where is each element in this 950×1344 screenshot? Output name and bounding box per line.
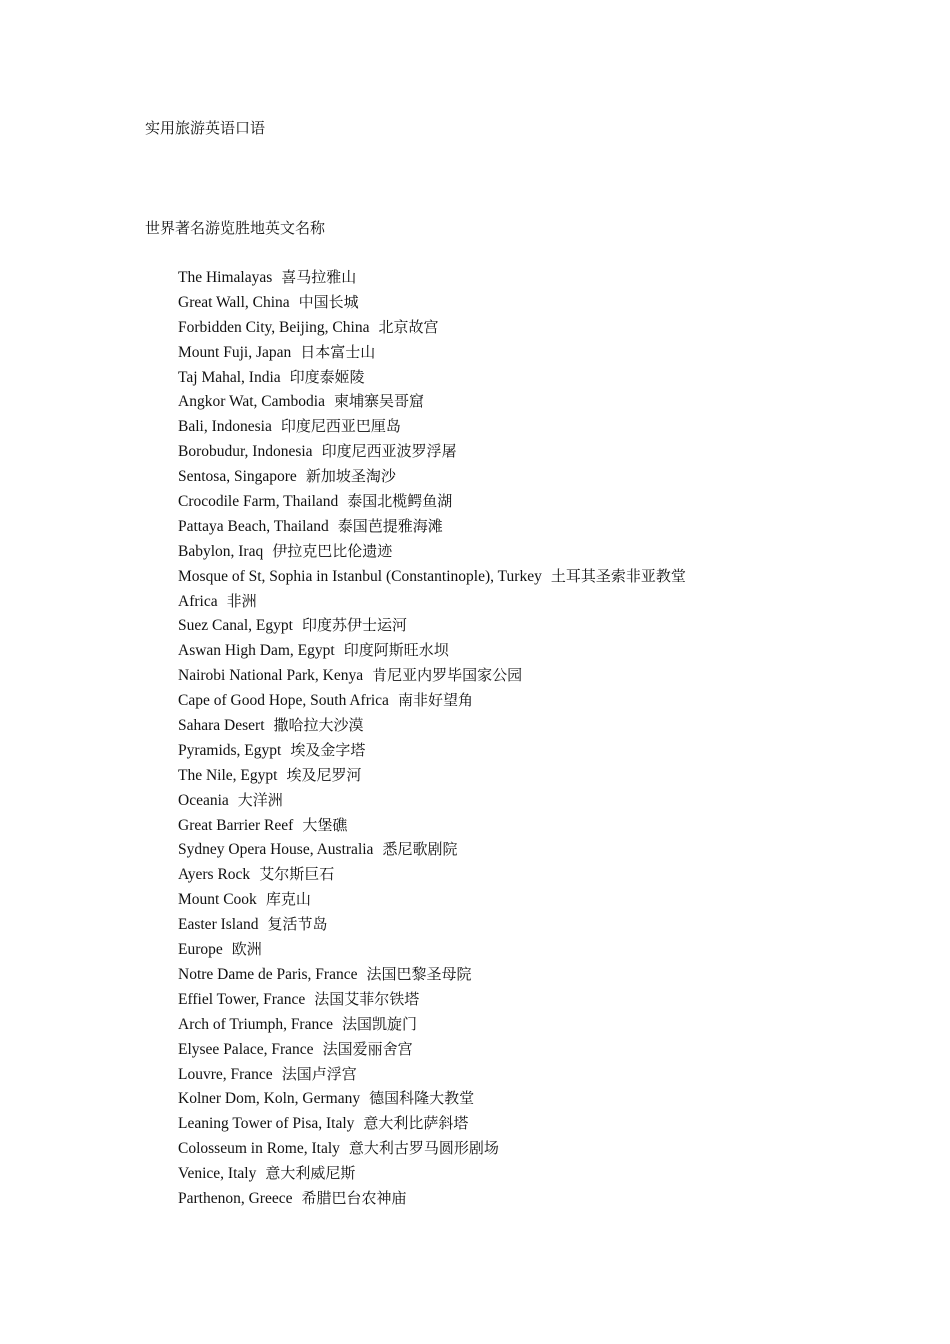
list-item — [178, 1012, 686, 1037]
place-chinese-name: 悉尼歌剧院 — [382, 840, 458, 859]
place-chinese-name: 土耳其圣索非亚教堂 — [550, 566, 686, 585]
place-english-name: Babylon, Iraq — [178, 542, 264, 560]
place-english-name: Easter Island — [178, 916, 259, 934]
list-item — [178, 290, 686, 315]
place-english-name: Bali, Indonesia — [178, 418, 272, 436]
place-english-name: Forbidden City, Beijing, China — [178, 318, 370, 336]
list-item — [178, 439, 686, 464]
list-item — [178, 887, 686, 912]
place-chinese-name: 印度尼西亚波罗浮屠 — [321, 442, 457, 461]
list-item — [178, 987, 686, 1012]
list-item — [178, 1062, 686, 1087]
document-title: 实用旅游英语口语 — [145, 119, 266, 137]
place-chinese-name: 库克山 — [265, 890, 311, 909]
place-list — [178, 265, 686, 1211]
list-item — [178, 688, 686, 713]
place-english-name: Crocodile Farm, Thailand — [178, 493, 339, 511]
place-chinese-name: 伊拉克巴比伦遗迹 — [272, 541, 393, 560]
place-english-name: Borobudur, Indonesia — [178, 443, 313, 461]
list-item — [178, 1136, 686, 1161]
place-english-name: The Himalayas — [178, 269, 273, 286]
list-item — [178, 340, 686, 365]
place-english-name: Kolner Dom, Koln, Germany — [178, 1090, 361, 1108]
list-item — [178, 663, 686, 688]
list-item — [178, 738, 686, 763]
list-item — [178, 564, 686, 589]
place-english-name: Aswan High Dam, Egypt — [178, 642, 335, 660]
place-chinese-name: 印度尼西亚巴厘岛 — [280, 417, 401, 436]
place-english-name: Suez Canal, Egypt — [178, 617, 293, 635]
place-english-name: Great Wall, China — [178, 293, 290, 311]
place-english-name: Angkor Wat, Cambodia — [178, 393, 325, 411]
place-chinese-name: 德国科隆大教堂 — [369, 1089, 475, 1108]
place-chinese-name: 非洲 — [226, 591, 257, 610]
place-chinese-name: 艾尔斯巨石 — [259, 865, 335, 884]
place-english-name: Louvre, France — [178, 1065, 273, 1083]
place-chinese-name: 法国卢浮宫 — [281, 1064, 357, 1083]
place-chinese-name: 撒哈拉大沙漠 — [273, 716, 364, 735]
place-chinese-name: 肯尼亚内罗毕国家公园 — [372, 666, 523, 685]
place-chinese-name: 泰国北榄鳄鱼湖 — [347, 492, 453, 511]
list-item — [178, 962, 686, 987]
list-item — [178, 315, 686, 340]
place-english-name: Pattaya Beach, Thailand — [178, 517, 329, 535]
place-english-name: Mount Cook — [178, 891, 257, 909]
place-english-name: Colosseum in Rome, Italy — [178, 1140, 340, 1158]
place-chinese-name: 复活节岛 — [267, 915, 328, 934]
place-english-name: Pyramids, Egypt — [178, 741, 282, 759]
place-english-name: Arch of Triumph, France — [178, 1015, 333, 1033]
place-chinese-name: 柬埔寨吴哥窟 — [334, 392, 425, 411]
place-chinese-name: 印度泰姬陵 — [289, 367, 365, 386]
place-english-name: Mosque of St, Sophia in Istanbul (Constantinople), Turkey — [178, 567, 542, 585]
place-english-name: Venice, Italy — [178, 1165, 257, 1183]
place-chinese-name: 大洋洲 — [237, 790, 283, 809]
place-chinese-name: 印度阿斯旺水坝 — [343, 641, 449, 660]
place-english-name: Mount Fuji, Japan — [178, 343, 292, 361]
list-item — [178, 937, 686, 962]
place-chinese-name: 意大利比萨斜塔 — [363, 1114, 469, 1133]
list-item — [178, 414, 686, 439]
place-english-name: Taj Mahal, India — [178, 368, 281, 386]
place-chinese-name: 意大利古罗马圆形剧场 — [348, 1139, 499, 1158]
place-chinese-name: 日本富士山 — [300, 342, 376, 361]
list-item — [178, 589, 686, 614]
place-english-name: Sahara Desert — [178, 717, 265, 735]
place-chinese-name: 埃及尼罗河 — [286, 765, 362, 784]
place-chinese-name: 意大利威尼斯 — [265, 1164, 356, 1183]
place-chinese-name: 印度苏伊士运河 — [301, 616, 407, 635]
place-english-name: Elysee Palace, France — [178, 1040, 314, 1058]
list-item — [178, 265, 686, 290]
place-english-name: Effiel Tower, France — [178, 990, 306, 1008]
place-chinese-name: 大堡礁 — [302, 815, 348, 834]
list-item — [178, 1086, 686, 1111]
place-chinese-name: 埃及金字塔 — [290, 740, 366, 759]
list-item — [178, 389, 686, 414]
place-chinese-name: 法国巴黎圣母院 — [366, 964, 472, 983]
place-english-name: Europe — [178, 941, 223, 959]
list-item — [178, 1037, 686, 1062]
place-english-name: Leaning Tower of Pisa, Italy — [178, 1115, 355, 1133]
list-item — [178, 1186, 686, 1211]
list-item — [178, 464, 686, 489]
place-chinese-name: 北京故宫 — [378, 317, 439, 336]
place-english-name: Ayers Rock — [178, 866, 251, 884]
place-chinese-name: 中国长城 — [298, 292, 359, 311]
list-item — [178, 862, 686, 887]
list-item — [178, 613, 686, 638]
list-item — [178, 1161, 686, 1186]
place-english-name: The Nile, Egypt — [178, 766, 278, 784]
place-chinese-name: 希腊巴台农神庙 — [301, 1188, 407, 1207]
list-item — [178, 489, 686, 514]
place-chinese-name: 泰国芭提雅海滩 — [337, 516, 443, 535]
list-item — [178, 788, 686, 813]
list-item — [178, 813, 686, 838]
place-chinese-name: 南非好望角 — [397, 691, 473, 710]
list-item — [178, 539, 686, 564]
place-chinese-name: 欧洲 — [231, 940, 262, 959]
place-chinese-name: 法国爱丽舍宫 — [322, 1039, 413, 1058]
list-item — [178, 837, 686, 862]
list-item — [178, 638, 686, 663]
place-chinese-name: 喜马拉雅山 — [281, 268, 357, 286]
place-english-name: Oceania — [178, 791, 229, 809]
place-english-name: Cape of Good Hope, South Africa — [178, 692, 389, 710]
place-english-name: Sydney Opera House, Australia — [178, 841, 374, 859]
list-item — [178, 365, 686, 390]
list-item — [178, 912, 686, 937]
place-chinese-name: 新加坡圣淘沙 — [305, 467, 396, 486]
place-english-name: Nairobi National Park, Kenya — [178, 667, 364, 685]
place-chinese-name: 法国凯旋门 — [342, 1014, 418, 1033]
place-english-name: Great Barrier Reef — [178, 816, 294, 834]
place-chinese-name: 法国艾菲尔铁塔 — [314, 989, 420, 1008]
place-english-name: Africa — [178, 592, 218, 610]
list-item — [178, 1111, 686, 1136]
list-item — [178, 713, 686, 738]
place-english-name: Sentosa, Singapore — [178, 468, 297, 486]
place-english-name: Parthenon, Greece — [178, 1189, 293, 1207]
list-item — [178, 763, 686, 788]
place-english-name: Notre Dame de Paris, France — [178, 965, 358, 983]
section-title: 世界著名游览胜地英文名称 — [145, 219, 326, 237]
list-item — [178, 514, 686, 539]
